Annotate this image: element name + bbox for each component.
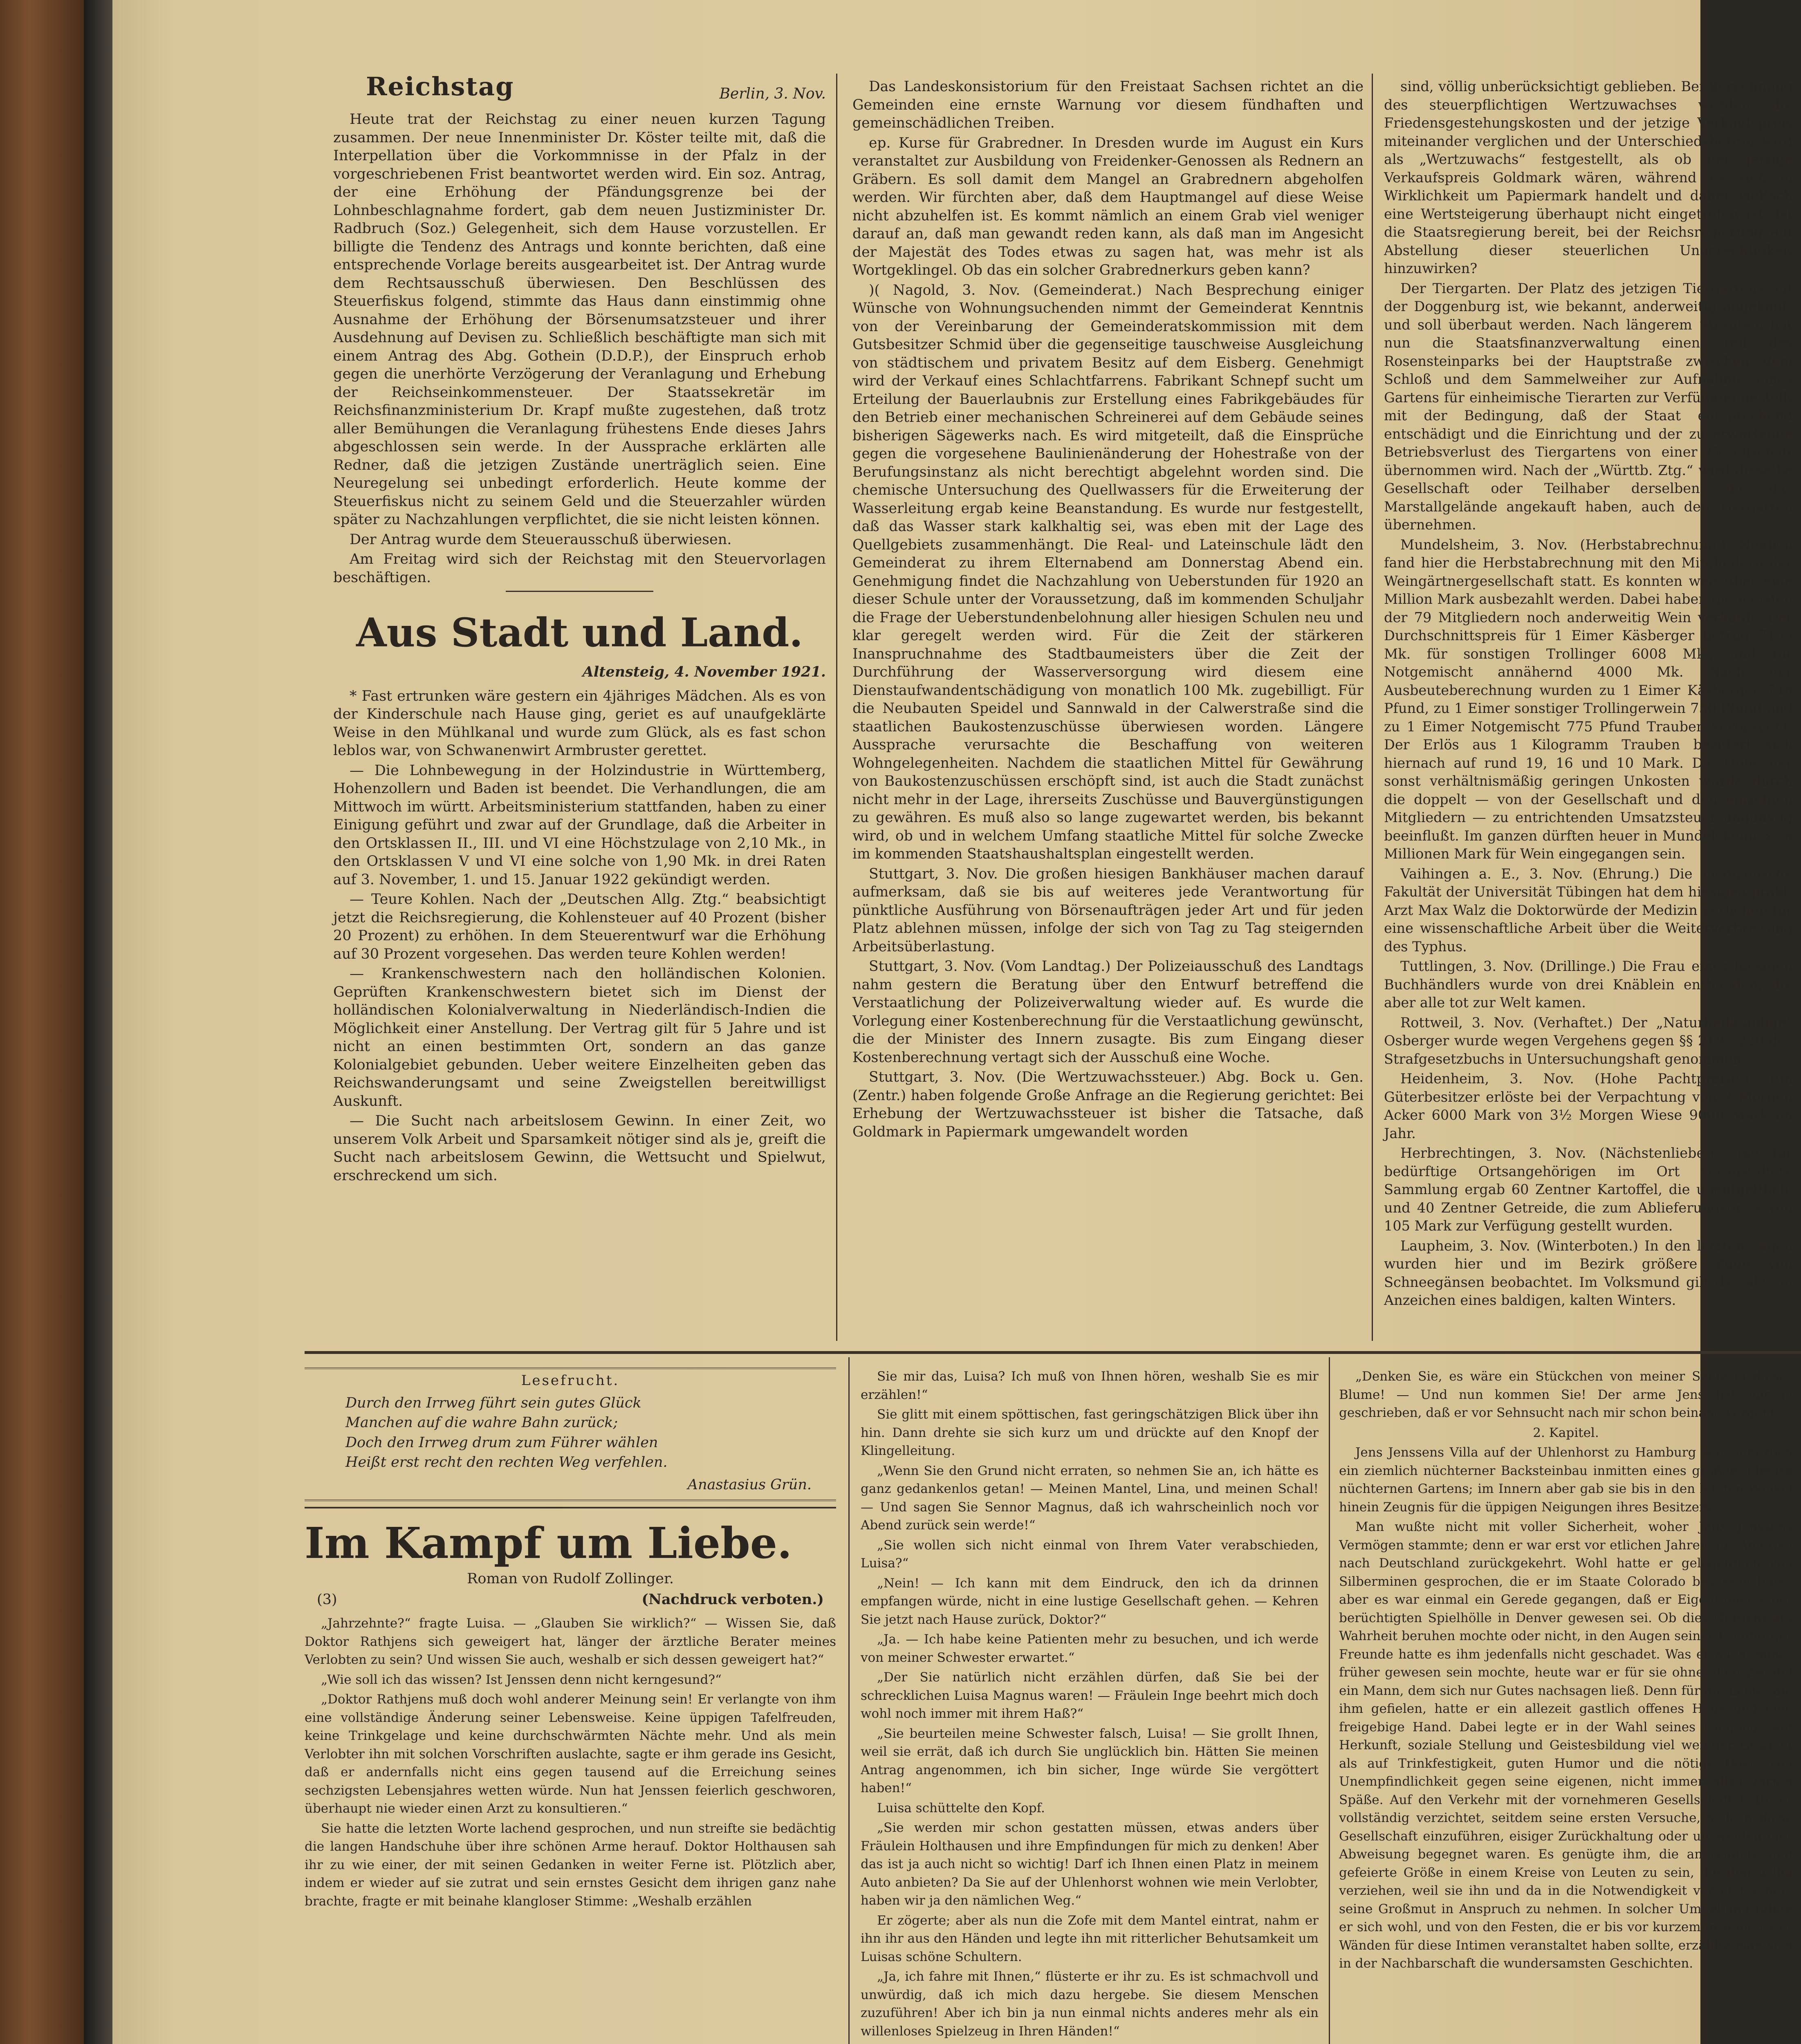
column-2-top xyxy=(852,78,1364,1143)
serial-paragraph xyxy=(861,2042,1319,2044)
serial-text-column-3 xyxy=(1339,1367,1793,1973)
article-paragraph: — Die Sucht nach arbeitslosem Gewinn. In einer Zeit, wo unserem Volk Arbeit und Sparsamkeit nötiger sind als je, greift die Sucht nach arbeitslosem Gewinn, die Wettsucht und Spielwut, erschreckend um sich. xyxy=(333,1113,826,1184)
column-3-bottom xyxy=(1339,1367,1793,1975)
lesefrucht-poem xyxy=(329,1394,812,1472)
article-paragraph: Der Tiergarten. Der Platz des jetzigen Tiergartens auf der Doggenburg ist, wie bekannt, anderweitig angekauft und soll überbaut werden. Nach längerem Sträuben hat nun die Staatsfinanzverwaltung einen Teil des Rosensteinparks bei der Hauptstraße zwischen dem Schloß und dem Sammelweiher zur Aufnahme eines Gartens für einheimische Tierarten zur Verfügung gestellt mit der Bedingung, daß der Staat entsprechend entschädigt und die Einrichtung und der zu erwartende Betriebsverlust des Tiergartens von einer Gesellschaft übernommen wird. Nach der „Württb. Ztg.“ wird dieselbe Gesellschaft oder Teilhaber derselben, die das Marstallgelände angekauft haben, auch den Tiergarten übernehmen. xyxy=(1384,280,1793,533)
serial-text-column-2 xyxy=(861,1367,1319,2044)
article-paragraph: Stuttgart, 3. Nov. (Die Wertzuwachssteuer.) Abg. Bock u. Gen. (Zentr.) haben folgende Große Anfrage an die Regierung gerichtet: Bei Erhebung der Wertzuwachssteuer ist bisher die Tatsache, daß Goldmark in Papiermark umgewandelt worden xyxy=(852,1069,1364,1140)
article-paragraph: — Krankenschwestern nach den holländischen Kolonien. Geprüften Krankenschwestern bietet sich im Dienst der holländischen Kolonialverwaltung in Niederländisch-Indien die Möglichkeit einer Anstellung. Der Vertrag gilt für 5 Jahre und ist nicht an einen bestimmten Ort, sondern an das ganze Kolonialgebiet gebunden. Ueber weitere Einzelheiten geben das Reichswanderungsamt und seine Zweigstellen bereitwilligst Auskunft. xyxy=(333,966,826,1109)
book-spine-shadow xyxy=(84,0,112,2044)
serial-paragraph: „Der Sie natürlich nicht erzählen dürfen, daß Sie bei der schrecklichen Luisa Magnus waren! — Fräulein Inge beehrt mich doch wohl noch immer mit ihrem Haß?“ xyxy=(861,1670,1319,1721)
serial-paragraph: „Wenn Sie den Grund nicht erraten, so nehmen Sie an, ich hätte es ganz gedankenlos getan! — Meinen Mantel, Lina, und meinen Schal! — Und sagen Sie Sennor Magnus, daß ich wahrscheinlich noch vor Abend zurück sein werde!“ xyxy=(861,1463,1319,1533)
column-2-bottom xyxy=(861,1367,1319,2044)
article-paragraph: Stuttgart, 3. Nov. Die großen hiesigen Bankhäuser machen darauf aufmerksam, daß sie bis auf weiteres jede Verantwortung für pünktliche Ausführung von Börsenaufträgen jeder Art und für jeden Platz ablehnen müssen, infolge der sich von Tag zu Tag steigernden Arbeitsüberlastung. xyxy=(852,865,1364,955)
article-paragraph: Mundelsheim, 3. Nov. (Herbstabrechnung.) Neulich fand hier die Herbstabrechnung mit den Mitgliedern der Weingärtnergesellschaft statt. Es konnten weit über eine Million Mark ausbezahlt werden. Dabei haben die meisten der 79 Mitgliedern noch anderweitig Wein verkauft. Der Durchschnittspreis für 1 Eimer Käsberger betrug 7155 Mk. für sonstigen Trollinger 6008 Mk., und für Notgemischt annähernd 4000 Mk. Nach der Ausbeuteberechnung wurden zu 1 Eimer Käsberger 748 Pfund, zu 1 Eimer sonstiger Trollingerwein 750 Pfund und zu 1 Eimer Notgemischt 775 Pfund Trauben verbraucht. Der Erlös aus 1 Kilogramm Trauben beziffert sich hiernach auf rund 19, 16 und 10 Mark. Die Höhe der sonst verhältnismäßig geringen Unkosten wurde durch die doppelt — von der Gesellschaft und den einzelnen Mitgliedern — zu entrichtenden Umsatzsteuer ungünstig beeinflußt. Im ganzen dürften heuer in Mundelsheim 5—6 Millionen Mark für Wein eingegangen sein. xyxy=(1384,536,1793,862)
serial-reprint-notice: (Nachdruck verboten.) xyxy=(641,1591,824,1608)
article-paragraph: — Teure Kohlen. Nach der „Deutschen Allg. Ztg.“ beabsichtigt jetzt die Reichsregierung, die Kohlensteuer auf 40 Prozent (bisher 20 Prozent) zu erhöhen. In dem Steuerentwurf war die Erhöhung auf 30 Prozent vorgesehen. Das werden teure Kohlen werden! xyxy=(333,891,826,962)
stadt-land-title: Aus Stadt und Land. xyxy=(356,610,803,656)
serial-paragraph: „Ja. — Ich habe keine Patienten mehr zu besuchen, und ich werde von meiner Schwester erwartet.“ xyxy=(861,1632,1319,1665)
column-3-top xyxy=(1384,78,1793,1311)
serial-text-column-1 xyxy=(305,1614,836,1910)
column-2-articles xyxy=(852,78,1364,1141)
feuilleton-rule xyxy=(305,1351,1801,1354)
serial-paragraph: Man wußte nicht mit voller Sicherheit, woher Jens Jenssens Vermögen stammte; denn er war erst vor etlichen Jahren aus Amerika nach Deutschland zurückgekehrt. Wohl hatte er gelegentlich von Silberminen gesprochen, die er im Staate Colorado besessen habe; aber es war einmal ein Gerede gegangen, daß er Eigentümer einer berüchtigten Spielhölle in Denver gewesen sei. Ob dies Gerücht auf Wahrheit beruhen mochte oder nicht, in den Augen seiner Hamburger Freunde hatte es ihm jedenfalls nicht geschadet. Was er auch immer früher gewesen sein mochte, heute war er für sie ohne allen Zweifel ein Mann, dem sich nur Gutes nachsagen ließ. Denn für die Leute, die ihm gefielen, hatte er ein allezeit gastlich offenes Haus und eine freigebige Hand. Dabei legte er in der Wahl seines Umgangs auf Herkunft, soziale Stellung und Geistesbildung viel weniger Gewicht als auf Trinkfestigkeit, guten Humor und die nötige Dosis von Unempfindlichkeit gegen seine eigenen, nicht immer allzu zarten Späße. Auf den Verkehr mit der vornehmeren Gesellschaft hatte er vollständig verzichtet, seitdem seine ersten Versuche, sich in diese Gesellschaft einzuführen, eisiger Zurückhaltung oder unzweideutiger Abweisung begegnet waren. Es genügte ihm, die anerkannte und gefeierte Größe in einem Kreise von Leuten zu sein, die ihm willig verziehen, weil sie ihn und da in die Notwendigkeit versetzt sahen, seine Großmut in Anspruch zu nehmen. In solcher Umgebung fühlte er sich wohl, und von den Festen, die er bis vor kurzem in seinen vier Wänden für diese Intimen veranstaltet haben sollte, erzählte man sich in der Nachbarschaft die wundersamsten Geschichten. xyxy=(1339,1520,1793,1971)
serial-paragraph: Sie mir das, Luisa? Ich muß von Ihnen hören, weshalb Sie es mir erzählen!“ xyxy=(861,1369,1319,1402)
poem-line: Durch den Irrweg führt sein gutes Glück xyxy=(345,1394,641,1411)
article-paragraph: sind, völlig unberücksichtigt geblieben. Bei Berechnung des steuerpflichtigen Wertzuwachses werden die Friedensgestehungskosten und der jetzige Verkaufspreis miteinander verglichen und der Unterschiedsbetrag wird als „Wertzuwachs“ festgestellt, als ob der jetzige Verkaufspreis Goldmark wären, während es sich in Wirklichkeit um Papiermark handelt und daher vielfach eine Wertsteigerung überhaupt nicht eingetreten ist. Ist die Staatsregierung bereit, bei der Reichsregierung auf Abstellung dieser steuerlichen Ungerechtigkeit hinzuwirken? xyxy=(1384,78,1793,276)
serial-paragraph: Jens Jenssens Villa auf der Uhlenhorst zu Hamburg war äußerlich ein ziemlich nüchterner Backsteinbau inmitten eines großen, ebenso nüchternen Gartens; im Innern aber gab sie bis in den letzten Winkel hinein Zeugnis für die üppigen Neigungen ihres Besitzers. xyxy=(1339,1445,1793,1515)
serial-paragraph: Er zögerte; aber als nun die Zofe mit dem Mantel eintrat, nahm er ihn ihr aus den Händen und legte ihn mit ritterlicher Behutsamkeit um Luisas schöne Schultern. xyxy=(861,1913,1319,1964)
lesefrucht-label: Lesefrucht. xyxy=(521,1372,620,1389)
article-paragraph: Herbrechtingen, 3. Nov. (Nächstenliebe.) Eine für bedürftige Ortsangehörigen im Ort veranstaltete Sammlung ergab 60 Zentner Kartoffel, die unentgeltlich, und 40 Zentner Getreide, die zum Ablieferungspreis von 105 Mark zur Verfügung gestellt wurden. xyxy=(1384,1145,1793,1234)
serial-meta xyxy=(305,1591,836,1609)
poem-line: Heißt erst recht den rechten Weg verfehlen. xyxy=(345,1454,668,1470)
stadt-land-dateline: Altensteig, 4. November 1921. xyxy=(582,663,826,680)
serial-paragraph: „Sie wollen sich nicht einmal von Ihrem Vater verabschieden, Luisa?“ xyxy=(861,1537,1319,1571)
poem-line: Manchen auf die wahre Bahn zurück; xyxy=(345,1414,618,1431)
chapter-heading: 2. Kapitel. xyxy=(1533,1425,1599,1440)
serial-installment-number: (3) xyxy=(317,1591,337,1608)
serial-title: Im Kampf um Liebe. xyxy=(305,1518,792,1568)
reichstag-title: Reichstag xyxy=(366,72,514,101)
article-paragraph: Heidenheim, 3. Nov. (Hohe Pachtpreise.) Ein Güterbesitzer erlöste bei der Verpachtung von 3 Morgen Acker 6000 Mark von 3½ Morgen Wiese 9000 Mark im Jahr. xyxy=(1384,1071,1793,1141)
article-paragraph: Das Landeskonsistorium für den Freistaat Sachsen richtet an die Gemeinden eine ernste Warnung vor diesem fündhaften und gemeinschädlichen Treiben. xyxy=(852,78,1364,131)
book-binding-edge xyxy=(0,0,84,2044)
column-1-bottom xyxy=(305,1367,836,1912)
article-paragraph: ep. Kurse für Grabredner. In Dresden wurde im August ein Kurs veranstaltet zur Ausbildung von Freidenker-Genossen als Rednern an Gräbern. Es soll damit dem Mangel an Grabrednern abgeholfen werden. Wir fürchten aber, daß dem Hauptmangel auf diese Weise nicht abzuhelfen ist. Es kommt nämlich an einem Grab viel weniger darauf an, daß man gewandt reden kann, als daß man im Angesicht der Majestät des Todes etwas zu sagen hat, was mehr ist als Wortgeklingel. Ob das ein solcher Grabrednerkurs geben kann? xyxy=(852,134,1364,278)
lesefrucht-box xyxy=(305,1367,836,1501)
section-divider xyxy=(506,591,654,592)
article-paragraph: — Die Lohnbewegung in der Holzindustrie in Württemberg, Hohenzollern und Baden ist beendet. Die Verhandlungen, die am Mittwoch im württ. Arbeitsministerium stattfanden, haben zu einer Einigung geführt und zwar auf der Grundlage, daß die Arbeiter in den Ortsklassen II., III. und VI eine Höchstzulage von 2,10 Mk., in den Ortsklassen V und VI eine solche von 1,90 Mk. in drei Raten auf 3. November, 1. und 15. Januar 1922 gekündigt werden. xyxy=(333,762,826,888)
newspaper-page xyxy=(112,0,1793,2044)
article-paragraph: Der Antrag wurde dem Steuerausschuß überwiesen. xyxy=(350,531,732,548)
article-paragraph: Tuttlingen, 3. Nov. (Drillinge.) Die Frau eines hiesigen Buchhändlers wurde von drei Knäblein entbunden, die aber alle tot zur Welt kamen. xyxy=(1384,958,1793,1011)
column-rule xyxy=(1372,74,1373,1341)
serial-subtitle: Roman von Rudolf Zollinger. xyxy=(467,1571,674,1587)
column-1-top xyxy=(333,72,826,1186)
article-paragraph: Vaihingen a. E., 3. Nov. (Ehrung.) Die medizinische Fakultät der Universität Tübingen hat dem hiesigen prakt. Arzt Max Walz die Doktorwürde der Medizin verliehen für eine wissenschaftliche Arbeit über die Weiterverbreitung des Typhus. xyxy=(1384,865,1793,955)
serial-paragraph: „Doktor Rathjens muß doch wohl anderer Meinung sein! Er verlangte von ihm eine vollständige Änderung seiner Lebensweise. Keine üppigen Tafelfreuden, keine Trinkgelage und keine durchschwärmten Nächte mehr. Und als mein Verlobter ihn mit solchen Vorschriften auslachte, sagte er ihm gerade ins Gesicht, daß er andernfalls nicht eins gegen tausend auf die Erreichung seines sechzigsten Lebensjahres wetten würde. Nun hat Jenssen feierlich geschworen, überhaupt nie wieder einen Arzt zu konsultieren.“ xyxy=(305,1692,836,1816)
article-paragraph: Am Freitag wird sich der Reichstag mit den Steuervorlagen beschäftigen. xyxy=(333,551,826,586)
serial-paragraph: „Jahrzehnte?“ fragte Luisa. — „Glauben Sie wirklich?“ — Wissen Sie, daß Doktor Rathjens sich geweigert hat, länger der ärztliche Berater meines Verlobten zu sein? Und wissen Sie auch, weshalb er sich dessen geweigert hat?“ xyxy=(305,1616,836,1667)
serial-paragraph: Luisa schüttelte den Kopf. xyxy=(877,1800,1045,1815)
serial-paragraph: Sie glitt mit einem spöttischen, fast geringschätzigen Blick über ihn hin. Dann drehte sie sich kurz um und drückte auf den Knopf der Klingelleitung. xyxy=(861,1407,1319,1458)
serial-paragraph: „Sie beurteilen meine Schwester falsch, Luisa! — Sie grollt Ihnen, weil sie errät, daß ich durch Sie unglücklich bin. Hätten Sie meinen Antrag angenommen, ich bin sicher, Inge würde Sie vergöttert haben!“ xyxy=(861,1726,1319,1795)
reichstag-dateline: Berlin, 3. Nov. xyxy=(719,85,826,102)
article-paragraph: Rottweil, 3. Nov. (Verhaftet.) Der „Naturheilkundige“ Osberger wurde wegen Vergehens gegen §§ 218—220 des Strafgesetzbuchs in Untersuchungshaft genommen. xyxy=(1384,1014,1793,1067)
reichstag-header xyxy=(333,72,826,110)
serial-paragraph: „Ja, ich fahre mit Ihnen,“ flüsterte er ihr zu. Es ist schmachvoll und unwürdig, daß ich mich dazu hergebe. Sie diesem Menschen zuzuführen! Aber ich bin ja nun einmal nichts anderes mehr als ein willenloses Spielzeug in Ihren Händen!“ xyxy=(861,1969,1319,2039)
serial-rule xyxy=(305,1507,836,1508)
serial-paragraph: „Sie werden mir schon gestatten müssen, etwas anders über Fräulein Holthausen und ihre Empfindungen für mich zu denken! Aber das ist ja auch nicht so wichtig! Darf ich Ihnen einen Platz in meinem Auto anbieten? Da Sie auf der Uhlenhorst wohnen wie mein Verlobter, haben wir ja den nämlichen Weg.“ xyxy=(861,1820,1319,1908)
column-rule xyxy=(848,1357,850,2044)
serial-paragraph: Sie hatte die letzten Worte lachend gesprochen, und nun streifte sie bedächtig die langen Handschuhe über ihre schönen Arme herauf. Doktor Holthausen sah ihr zu wie einer, der mit seinen Gedanken in weiter Ferne ist. Plötzlich aber, indem er wieder auf sie zutrat und sein ernstes Gesicht dem ihrigen ganz nahe brachte, fragte er mit beinahe klangloser Stimme: „Weshalb erzählen xyxy=(305,1821,836,1909)
column-3-articles xyxy=(1384,78,1793,1310)
article-paragraph: )( Nagold, 3. Nov. (Gemeinderat.) Nach Besprechung einiger Wünsche von Wohnungsuchenden nimmt der Gemeinderat Kenntnis von der Vereinbarung der Gemeinderatskommission mit dem Gutsbesitzer Schmid über die gegenseitige tauschweise Ausgleichung von städtischem und privatem Besitz auf dem Eisberg. Genehmigt wird der Verkauf eines Schlachtfarrens. Fabrikant Schnepf sucht um Erteilung der Bauerlaubnis zur Erstellung eines Fabrikgebäudes für den Betrieb einer mechanischen Schreinerei auf dem Gebäude seines bisherigen Sägewerks nach. Es wird mitgeteilt, daß die Einsprüche gegen die vorgesehene Baulinienänderung der Hohestraße von der Berufungsinstanz als nicht berechtigt abgelehnt worden sind. Die chemische Untersuchung des Quellwassers für die Erweiterung der Wasserleitung ergab keine Beanstandung. Es wurde nur festgestellt, daß das Wasser stark kalkhaltig sei, was eben mit der Lage des Quellgebiets zusammenhängt. Die Real- und Lateinschule lädt den Gemeinderat zu ihrem Elternabend am Donnerstag Abend ein. Genehmigung findet die Nachzahlung von Ueberstunden für 1920 an dieser Schule unter der Voraussetzung, daß im kommenden Schuljahr die Frage der Ueberstundenbelohnung aller hiesigen Schulen neu und klar geregelt werden wird. Für die Zeit der stärkeren Inanspruchnahme des Stadtbaumeisters über die Zeit der Durchführung der Wasserversorgung wird diesem eine Dienstaufwandentschädigung von monatlich 100 Mk. zugebilligt. Für die Neubauten Speidel und Sannwald in der Calwerstraße sind die staatlichen Baukostenzuschüsse überwiesen worden. Längere Aussprache verursachte die Beschaffung von weiteren Wohngelegenheiten. Nachdem die staatlichen Mittel für Gewährung von Baukostenzuschüssen erschöpft sind, ist auch die Stadt zunächst nicht mehr in der Lage, ihrerseits Zuschüsse und Bauvergünstigungen zu gewähren. Es muß also so lange zugewartet werden, bis bekannt wird, ob und in welchem Umfang staatliche Mittel für solche Zwecke im kommenden Staatshaushaltsplan eingestellt werden. xyxy=(852,282,1364,862)
article-paragraph: Stuttgart, 3. Nov. (Vom Landtag.) Der Polizeiausschuß des Landtags nahm gestern die Beratung über den Entwurf betreffend die Verstaatlichung der Polizeiverwaltung wieder auf. Es wurde die Vorlegung einer Kostenberechnung für die Verstaatlichung gewünscht, die der Minister des Innern zusagte. Bis zum Eingang dieser Kostenberechnung vertagt sich der Ausschuß eine Woche. xyxy=(852,958,1364,1066)
article-paragraph: Heute trat der Reichstag zu einer neuen kurzen Tagung zusammen. Der neue Innenminister Dr. Köster teilte mit, daß die Interpellation über die Vorkommnisse in der Pfalz in der vorgeschriebenen Frist beantwortet werden wird. Ein soz. Antrag, der eine Erhöhung der Pfändungsgrenze bei der Lohnbeschlagnahme fordert, gab dem neuen Justizminister Dr. Radbruch (Soz.) Gelegenheit, sich dem Hause vorzustellen. Er billigte die Tendenz des Antrags und konnte berichten, daß eine entsprechende Vorlage bereits ausgearbeitet ist. Der Antrag wurde dem Rechtsausschuß überwiesen. Den Beschlüssen des Steuerfiskus folgend, stimmte das Haus dann einstimmig ohne Ausnahme der Erhöhung der Börsenumsatzsteuer und ihrer Ausdehnung auf Devisen zu. Schließlich beschäftigte man sich mit einem Antrag des Abg. Gothein (D.D.P.), der Einspruch erhob gegen die unerhörte Verzögerung der Veranlagung und Erhebung der Reichseinkommensteuer. Der Staatssekretär im Reichsfinanzministerium Dr. Krapf mußte zugestehen, daß trotz aller Bemühungen die Veranlagung frühestens Ende dieses Jahrs abgeschlossen sein werde. In der Aussprache erklärten alle Redner, daß die jetzigen Zustände unerträglich seien. Eine Neuregelung sei unbedingt erforderlich. Heute komme der Steuerfiskus nicht zu seinem Geld und die Steuerzahler würden später zu Nachzahlungen verpflichtet, die sie nicht leisten können. xyxy=(333,111,826,528)
article-paragraph: Laupheim, 3. Nov. (Winterboten.) In den letzten Tagen wurden hier und im Bezirk größere Züge von Schneegänsen beobachtet. Im Volksmund gilt das als ein Anzeichen eines baldigen, kalten Winters. xyxy=(1384,1237,1793,1308)
reichstag-article xyxy=(333,110,826,587)
poem-line: Doch den Irrweg drum zum Führer wählen xyxy=(345,1434,658,1451)
article-paragraph: * Fast ertrunken wäre gestern ein 4jähriges Mädchen. Als es von der Kinderschule nach Hause ging, geriet es auf unaufgeklärte Weise in den Mühlkanal und wurde zum Glück, als es fast schon leblos war, von Schwanenwirt Armbruster gerettet. xyxy=(333,688,826,759)
serial-paragraph: „Wie soll ich das wissen? Ist Jenssen denn nicht kerngesund?“ xyxy=(321,1672,722,1687)
serial-paragraph: „Nein! — Ich kann mit dem Eindruck, den ich da drinnen empfangen würde, nicht in eine lustige Gesellschaft gehen. — Kehren Sie jetzt nach Hause zurück, Doktor?“ xyxy=(861,1576,1319,1627)
serial-paragraph: „Denken Sie, es wäre ein Stückchen von meiner Seele in dieser Blume! — Und nun kommen Sie! Der arme Jens hat mir ja geschrieben, daß er vor Sehnsucht nach mir schon beinahe vergeht.“ xyxy=(1339,1369,1793,1420)
lesefrucht-author: Anastasius Grün. xyxy=(687,1476,812,1493)
column-rule xyxy=(836,74,837,1341)
stadt-land-article xyxy=(333,687,826,1185)
column-rule xyxy=(1329,1357,1330,2044)
